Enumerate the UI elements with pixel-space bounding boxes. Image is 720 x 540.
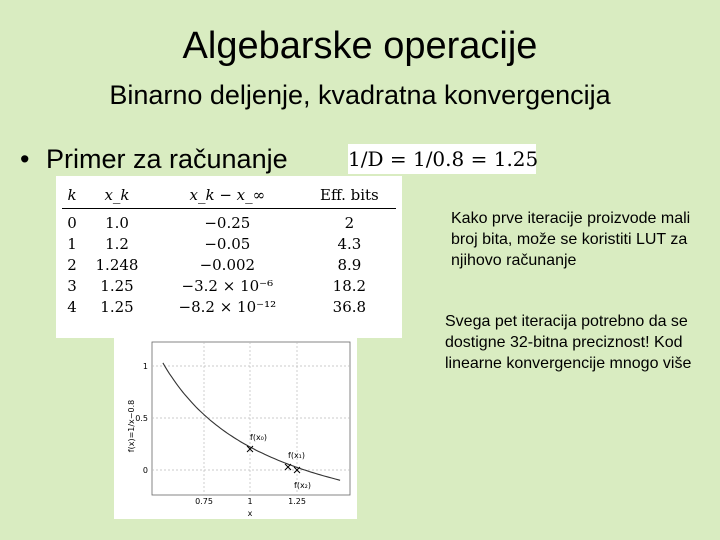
cell-error: −8.2 × 10⁻¹² — [178, 298, 277, 316]
slide-title: Algebarske operacije — [182, 25, 538, 67]
iteration-table — [62, 182, 396, 318]
function-curve — [163, 363, 340, 480]
cell-k: 4 — [67, 298, 77, 316]
function-graph — [114, 338, 357, 519]
y-tick-label: 0.5 — [135, 414, 148, 423]
cell-bits: 4.3 — [337, 235, 362, 253]
cell-bits: 8.9 — [337, 256, 362, 274]
cell-error: −0.25 — [204, 214, 251, 232]
cell-error: −0.002 — [199, 256, 256, 274]
cell-k: 2 — [67, 256, 77, 274]
cell-bits: 18.2 — [332, 277, 367, 295]
table-row — [62, 276, 396, 297]
cell-xk: 1.0 — [105, 214, 129, 232]
cell-k: 1 — [67, 235, 77, 253]
note-precision: Svega pet iteracija potrebno da se dostigne 32-bitna preciznost! Kod linearne konvergencije mnogo više — [445, 313, 692, 372]
bullet-icon: • — [20, 144, 30, 174]
table-header-xk: x_k — [82, 182, 152, 209]
y-axis-label: f(x)=1/x−0.8 — [127, 399, 136, 453]
x-tick-label: 1 — [247, 497, 253, 506]
table-row — [62, 297, 396, 318]
cell-error: −3.2 × 10⁻⁶ — [181, 277, 274, 295]
cell-k: 0 — [67, 214, 77, 232]
formula-box: 1/D = 1/0.8 = 1.25 — [348, 144, 536, 174]
x-tick-label: 0.75 — [195, 497, 213, 506]
table-row — [62, 209, 396, 235]
point-label: f(x₀) — [250, 433, 267, 442]
cell-k: 3 — [67, 277, 77, 295]
slide-subtitle: Binarno deljenje, kvadratna konvergencija — [109, 80, 611, 110]
point-label: f(x₁) — [288, 451, 305, 460]
iteration-point — [285, 464, 291, 470]
cell-xk: 1.248 — [95, 256, 139, 274]
function-graph-svg — [114, 338, 357, 519]
y-tick-label: 0 — [142, 466, 148, 475]
bullet-text: Primer za računanje — [46, 144, 288, 174]
cell-xk: 1.2 — [105, 235, 129, 253]
iteration-table-box — [56, 176, 402, 338]
cell-xk: 1.25 — [100, 277, 134, 295]
x-tick-label: 1.25 — [288, 497, 306, 506]
note-lut: Kako prve iteracije proizvode mali broj bita, može se koristiti LUT za njihovo računanje — [451, 210, 691, 269]
table-row — [62, 255, 396, 276]
table-header-eff-bits: Eff. bits — [303, 182, 396, 209]
table-header-k: k — [62, 182, 82, 209]
cell-xk: 1.25 — [100, 298, 134, 316]
cell-bits: 36.8 — [332, 298, 367, 316]
cell-error: −0.05 — [204, 235, 251, 253]
table-header-error: x_k − x_∞ — [152, 182, 303, 209]
table-row — [62, 234, 396, 255]
cell-bits: 2 — [344, 214, 355, 232]
bullet-item — [20, 142, 288, 176]
plot-frame — [152, 342, 350, 495]
point-label: f(x₂) — [294, 481, 311, 490]
y-tick-label: 1 — [142, 362, 148, 371]
x-axis-label: x — [247, 509, 253, 518]
